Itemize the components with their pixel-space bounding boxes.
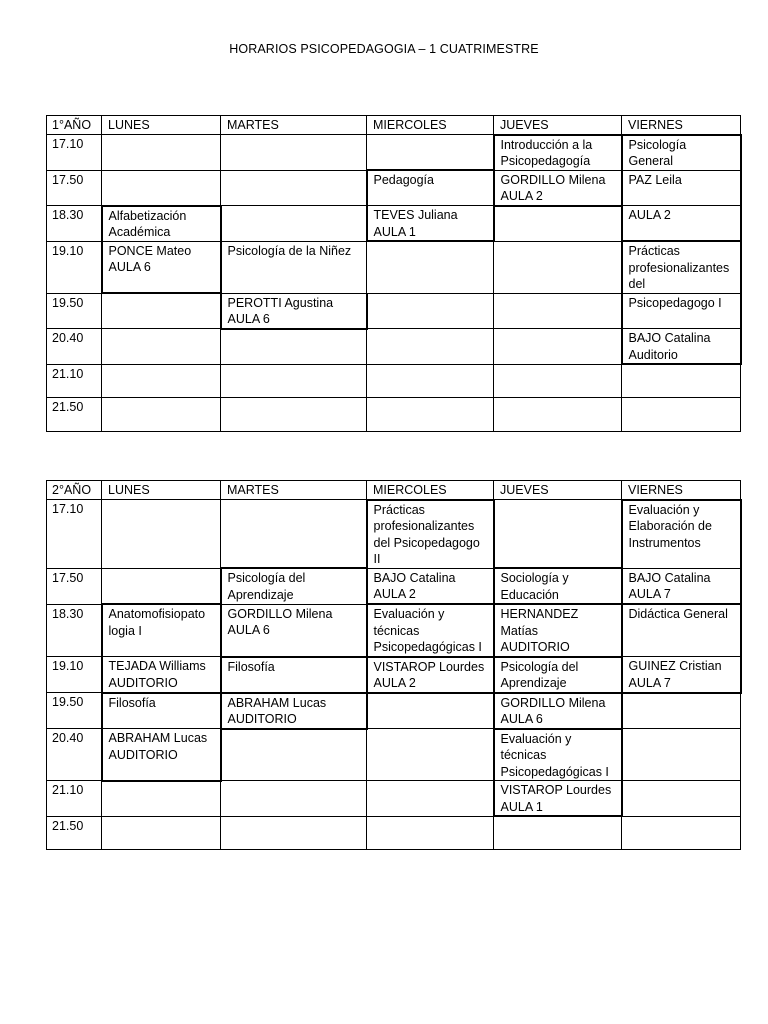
header-day-jueves: JUEVES xyxy=(494,481,622,500)
schedule-cell: PAZ Leila xyxy=(622,170,741,206)
schedule-cell: Psicología General xyxy=(622,135,741,171)
time-cell: 17.10 xyxy=(47,500,102,569)
time-cell: 20.40 xyxy=(47,729,102,781)
schedule-cell xyxy=(367,816,494,849)
header-day-viernes: VIERNES xyxy=(622,481,741,500)
schedule-cell xyxy=(221,781,367,817)
schedule-cell: GORDILLO Milena AULA 2 xyxy=(494,170,622,206)
schedule-cell xyxy=(494,397,622,431)
schedule-cell: BAJO Catalina AULA 2 xyxy=(367,568,494,604)
time-cell: 19.50 xyxy=(47,293,102,329)
schedule-cell xyxy=(221,329,367,365)
schedule-cell xyxy=(102,329,221,365)
schedule-cell: GORDILLO Milena AULA 6 xyxy=(221,604,367,657)
table-row xyxy=(47,729,741,781)
time-cell: 20.40 xyxy=(47,329,102,365)
schedule-cell: Introducción a la Psicopedagogía xyxy=(494,135,622,171)
schedule-cell xyxy=(622,397,741,431)
time-cell: 18.30 xyxy=(47,206,102,242)
schedule-table-year2 xyxy=(46,480,742,850)
schedule-cell xyxy=(102,781,221,817)
time-cell: 21.10 xyxy=(47,781,102,817)
header-day-lunes: LUNES xyxy=(102,481,221,500)
header-day-jueves: JUEVES xyxy=(494,116,622,135)
schedule-cell xyxy=(367,693,494,729)
schedule-cell xyxy=(622,693,741,729)
schedule-cell xyxy=(102,293,221,329)
header-year: 2°AÑO xyxy=(47,481,102,500)
schedule-cell xyxy=(494,206,622,242)
schedule-cell xyxy=(367,135,494,171)
table-row xyxy=(47,568,741,604)
header-day-martes: MARTES xyxy=(221,116,367,135)
time-cell: 19.50 xyxy=(47,693,102,729)
schedule-cell xyxy=(221,500,367,569)
schedule-cell xyxy=(221,170,367,206)
schedule-cell: GUINEZ Cristian AULA 7 xyxy=(622,657,741,693)
schedule-cell xyxy=(622,364,741,397)
schedule-cell xyxy=(494,293,622,329)
schedule-cell xyxy=(221,397,367,431)
schedule-table-year1 xyxy=(46,115,742,432)
schedule-cell xyxy=(622,781,741,817)
schedule-cell xyxy=(102,170,221,206)
time-cell: 21.50 xyxy=(47,397,102,431)
schedule-cell xyxy=(367,241,494,293)
header-day-miercoles: MIERCOLES xyxy=(367,116,494,135)
table-row xyxy=(47,364,741,397)
schedule-cell xyxy=(622,816,741,849)
schedule-cell xyxy=(367,364,494,397)
table-row xyxy=(47,500,741,569)
schedule-cell xyxy=(494,329,622,365)
schedule-cell: Evaluación y técnicas Psicopedagógicas I xyxy=(494,729,622,781)
time-cell: 17.50 xyxy=(47,170,102,206)
schedule-cell: Psicología del Aprendizaje xyxy=(494,657,622,693)
schedule-cell: Prácticas profesionalizantes del xyxy=(622,241,741,293)
schedule-cell: GORDILLO Milena AULA 6 xyxy=(494,693,622,729)
schedule-cell xyxy=(494,816,622,849)
schedule-cell xyxy=(102,816,221,849)
schedule-cell: Pedagogía xyxy=(367,170,494,206)
schedule-cell: Sociología y Educación xyxy=(494,568,622,604)
schedule-cell xyxy=(494,500,622,569)
time-cell: 21.10 xyxy=(47,364,102,397)
header-day-viernes: VIERNES xyxy=(622,116,741,135)
schedule-cell xyxy=(102,397,221,431)
schedule-cell: BAJO Catalina Auditorio xyxy=(622,329,741,365)
table-row xyxy=(47,329,741,365)
schedule-cell: Psicología del Aprendizaje xyxy=(221,568,367,604)
schedule-cell: Filosofía xyxy=(102,693,221,729)
schedule-cell xyxy=(367,329,494,365)
schedule-cell: Filosofía xyxy=(221,657,367,693)
schedule-cell xyxy=(622,729,741,781)
time-cell: 19.10 xyxy=(47,657,102,693)
table-row xyxy=(47,604,741,657)
schedule-cell xyxy=(102,568,221,604)
table-row xyxy=(47,206,741,242)
time-cell: 17.10 xyxy=(47,135,102,171)
document-title: HORARIOS PSICOPEDAGOGIA – 1 CUATRIMESTRE xyxy=(229,42,539,56)
schedule-cell xyxy=(102,500,221,569)
schedule-cell xyxy=(367,729,494,781)
schedule-cell xyxy=(221,729,367,781)
schedule-cell: TEVES Juliana AULA 1 xyxy=(367,206,494,242)
time-cell: 18.30 xyxy=(47,604,102,657)
schedule-cell: ABRAHAM Lucas AUDITORIO xyxy=(102,729,221,781)
schedule-cell: BAJO Catalina AULA 7 xyxy=(622,568,741,604)
schedule-cell: TEJADA Williams AUDITORIO xyxy=(102,657,221,693)
schedule-cell xyxy=(367,397,494,431)
schedule-cell: HERNANDEZ Matías AUDITORIO xyxy=(494,604,622,657)
schedule-cell xyxy=(102,135,221,171)
schedule-cell: ABRAHAM Lucas AUDITORIO xyxy=(221,693,367,729)
schedule-cell: PEROTTI Agustina AULA 6 xyxy=(221,293,367,329)
schedule-cell: Anatomofisiopato logia I xyxy=(102,604,221,657)
table-row xyxy=(47,781,741,817)
table-row xyxy=(47,693,741,729)
table-row xyxy=(47,397,741,431)
schedule-cell xyxy=(221,364,367,397)
schedule-cell: Alfabetización Académica xyxy=(102,206,221,242)
schedule-cell xyxy=(221,206,367,242)
schedule-cell xyxy=(367,293,494,329)
schedule-cell xyxy=(102,364,221,397)
header-day-miercoles: MIERCOLES xyxy=(367,481,494,500)
schedule-cell: VISTAROP Lourdes AULA 2 xyxy=(367,657,494,693)
header-day-martes: MARTES xyxy=(221,481,367,500)
table-row xyxy=(47,293,741,329)
header-day-lunes: LUNES xyxy=(102,116,221,135)
table-row xyxy=(47,135,741,171)
schedule-cell: VISTAROP Lourdes AULA 1 xyxy=(494,781,622,817)
table-row xyxy=(47,816,741,849)
schedule-cell: Didáctica General xyxy=(622,604,741,657)
schedule-cell xyxy=(221,816,367,849)
schedule-cell: PONCE Mateo AULA 6 xyxy=(102,241,221,293)
time-cell: 17.50 xyxy=(47,568,102,604)
table-header-row xyxy=(47,481,741,500)
table-header-row xyxy=(47,116,741,135)
table-row xyxy=(47,657,741,693)
time-cell: 19.10 xyxy=(47,241,102,293)
schedule-cell xyxy=(221,135,367,171)
schedule-cell: Psicopedagogo I xyxy=(622,293,741,329)
schedule-cell: Prácticas profesionalizantes del Psicopedagogo II xyxy=(367,500,494,569)
schedule-cell xyxy=(494,241,622,293)
schedule-cell xyxy=(367,781,494,817)
table-row xyxy=(47,170,741,206)
schedule-cell: Evaluación y Elaboración de Instrumentos xyxy=(622,500,741,569)
header-year: 1°AÑO xyxy=(47,116,102,135)
time-cell: 21.50 xyxy=(47,816,102,849)
table-row xyxy=(47,241,741,293)
schedule-cell: AULA 2 xyxy=(622,206,741,242)
schedule-cell: Psicología de la Niñez xyxy=(221,241,367,293)
schedule-cell xyxy=(494,364,622,397)
schedule-cell: Evaluación y técnicas Psicopedagógicas I xyxy=(367,604,494,657)
